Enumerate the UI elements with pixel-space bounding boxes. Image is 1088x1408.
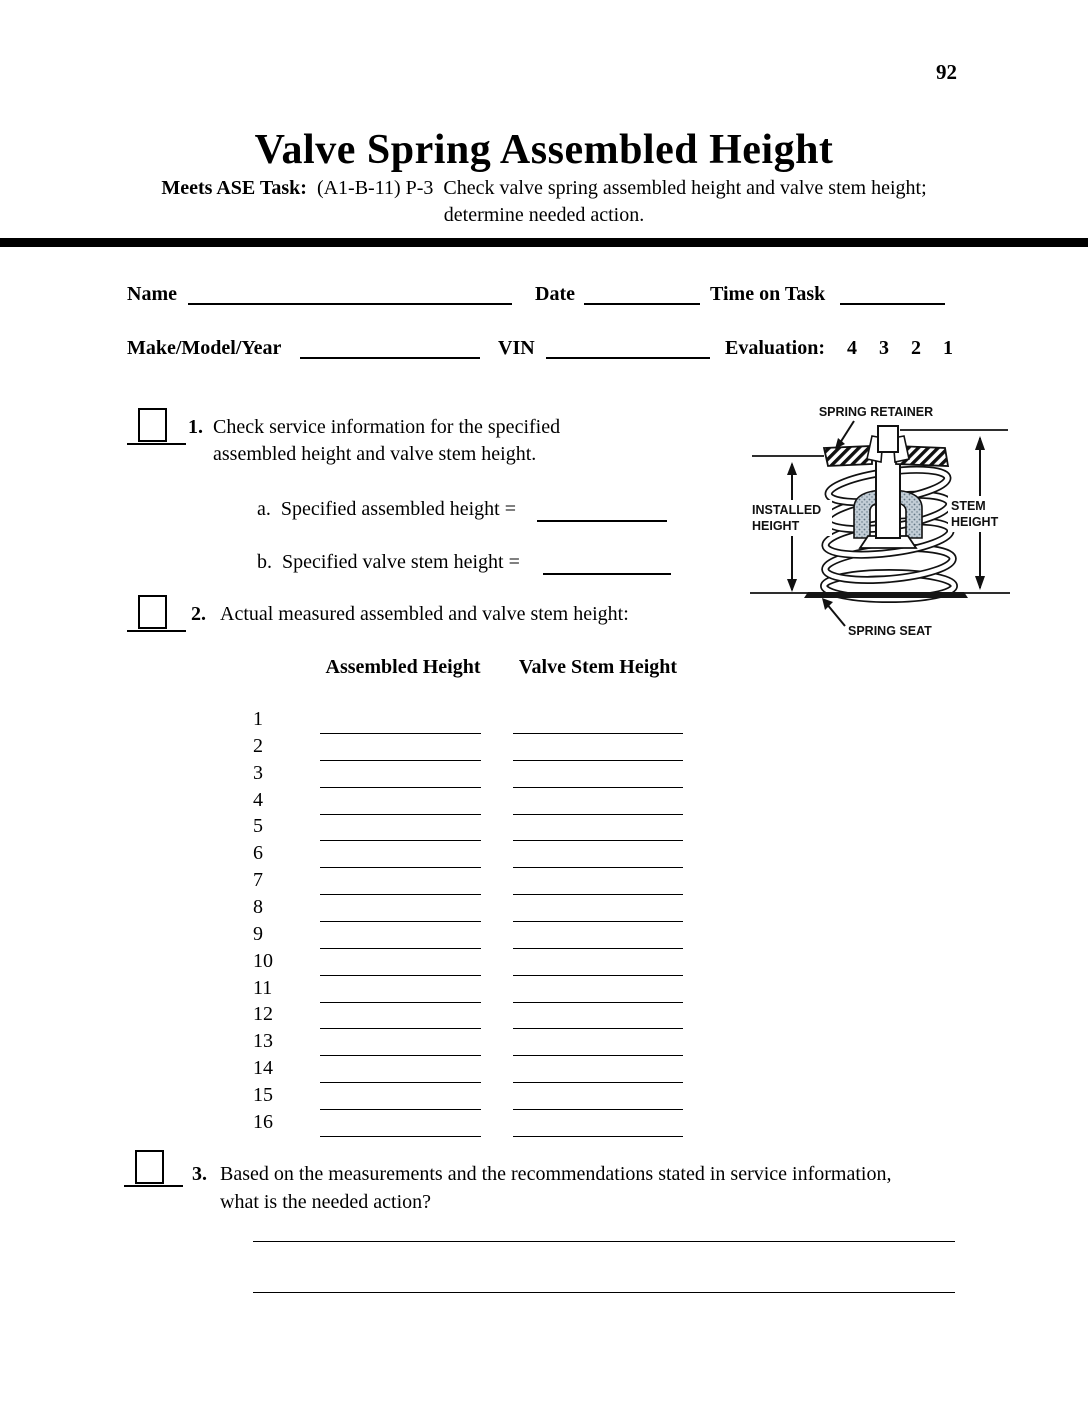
arrowhead-down-icon xyxy=(787,579,797,592)
stem-height-label-line2: HEIGHT xyxy=(951,515,999,529)
measurement-row xyxy=(0,735,1088,762)
assembled-height-blank[interactable] xyxy=(320,867,481,868)
measurement-row xyxy=(0,789,1088,816)
measurement-row xyxy=(0,815,1088,842)
valve-stem-height-blank[interactable] xyxy=(513,1136,683,1137)
date-blank[interactable] xyxy=(584,303,700,305)
evaluation-value-1[interactable]: 1 xyxy=(943,337,953,359)
measurement-row xyxy=(0,896,1088,923)
row-number: 7 xyxy=(253,869,263,892)
assembled-height-blank[interactable] xyxy=(320,760,481,761)
assembled-height-blank[interactable] xyxy=(320,733,481,734)
valve-stem-height-blank[interactable] xyxy=(513,1002,683,1003)
name-blank[interactable] xyxy=(188,303,512,305)
row-number: 2 xyxy=(253,734,263,757)
task2-number: 2. xyxy=(191,603,206,625)
task3-text-line1: Based on the measurements and the recommendations stated in service information, xyxy=(220,1163,892,1185)
ase-task-text: (A1-B-11) P-3 Check valve spring assembled height and valve stem height; xyxy=(306,177,927,199)
spring-retainer-label: SPRING RETAINER xyxy=(818,405,934,419)
assembled-height-blank[interactable] xyxy=(320,1002,481,1003)
arrowhead-up-icon xyxy=(787,462,797,475)
time-on-task-label: Time on Task xyxy=(710,283,826,305)
row-number: 15 xyxy=(253,1083,273,1106)
assembled-height-blank[interactable] xyxy=(320,787,481,788)
ase-task-line2: determine needed action. xyxy=(443,204,645,226)
ase-task-label: Meets ASE Task: xyxy=(161,177,307,199)
installed-height-label-line1: INSTALLED xyxy=(752,503,822,517)
assembled-height-blank[interactable] xyxy=(320,948,481,949)
assembled-height-blank[interactable] xyxy=(320,1028,481,1029)
assembled-height-blank[interactable] xyxy=(320,1055,481,1056)
retainer-pointer xyxy=(840,421,854,443)
assembled-height-blank[interactable] xyxy=(320,814,481,815)
ase-task-line xyxy=(0,176,1088,200)
installed-height-label-line2: HEIGHT xyxy=(752,519,800,533)
row-number: 10 xyxy=(253,949,273,972)
measurement-row xyxy=(0,1030,1088,1057)
measurement-row xyxy=(0,708,1088,735)
row-number: 8 xyxy=(253,895,263,918)
row-number: 6 xyxy=(253,842,263,865)
valve-stem-height-blank[interactable] xyxy=(513,1082,683,1083)
assembled-height-blank[interactable] xyxy=(320,894,481,895)
spring-retainer-left xyxy=(824,446,872,466)
task1-checkbox[interactable] xyxy=(138,408,167,442)
task1-text-line1: Check service information for the specified xyxy=(213,416,561,438)
date-label: Date xyxy=(535,283,575,305)
measurement-row xyxy=(0,842,1088,869)
assembled-height-blank[interactable] xyxy=(320,1109,481,1110)
row-number: 16 xyxy=(253,1110,273,1133)
row-number: 13 xyxy=(253,1030,273,1053)
row-number: 5 xyxy=(253,815,263,838)
page-number: 92 xyxy=(936,60,957,84)
task3-number: 3. xyxy=(192,1163,207,1185)
vin-blank[interactable] xyxy=(546,357,710,359)
measurement-row xyxy=(0,1111,1088,1138)
task1-text-line2: assembled height and valve stem height. xyxy=(213,443,537,465)
assembled-height-blank[interactable] xyxy=(320,1136,481,1137)
valve-stem-height-blank[interactable] xyxy=(513,975,683,976)
valve-stem-height-blank[interactable] xyxy=(513,787,683,788)
assembled-height-blank[interactable] xyxy=(320,1082,481,1083)
valve-stem-height-blank[interactable] xyxy=(513,948,683,949)
arrowhead-down-icon xyxy=(975,576,985,590)
evaluation-value-2[interactable]: 2 xyxy=(911,337,921,359)
measurement-row xyxy=(0,869,1088,896)
row-number: 12 xyxy=(253,1003,273,1026)
measurement-row xyxy=(0,950,1088,977)
evaluation-value-3[interactable]: 3 xyxy=(879,337,889,359)
measurement-row xyxy=(0,762,1088,789)
make-model-year-label: Make/Model/Year xyxy=(127,337,282,359)
valve-stem-height-blank[interactable] xyxy=(513,1109,683,1110)
name-label: Name xyxy=(127,283,177,305)
specified-assembled-height-blank[interactable] xyxy=(537,520,667,522)
row-number: 14 xyxy=(253,1057,273,1080)
page-title: Valve Spring Assembled Height xyxy=(254,127,834,173)
assembled-height-blank[interactable] xyxy=(320,975,481,976)
valve-stem-height-blank[interactable] xyxy=(513,894,683,895)
task2-checkbox-line xyxy=(127,630,186,632)
valve-stem-height-blank[interactable] xyxy=(513,921,683,922)
task3-checkbox[interactable] xyxy=(135,1150,164,1184)
vin-label: VIN xyxy=(498,337,535,359)
needed-action-blank-line1[interactable] xyxy=(253,1241,955,1242)
evaluation-value-4[interactable]: 4 xyxy=(847,337,857,359)
specified-valve-stem-height-blank[interactable] xyxy=(543,573,671,575)
arrowhead-up-icon xyxy=(975,436,985,450)
time-on-task-blank[interactable] xyxy=(840,303,945,305)
assembled-height-header: Assembled Height xyxy=(325,656,481,678)
valve-stem-height-blank[interactable] xyxy=(513,840,683,841)
evaluation-scale xyxy=(847,336,975,360)
task2-checkbox[interactable] xyxy=(138,595,167,629)
valve-stem-tip xyxy=(878,426,898,452)
needed-action-blank-line2[interactable] xyxy=(253,1292,955,1293)
task1-checkbox-line xyxy=(127,443,186,445)
spring-seat xyxy=(804,592,968,598)
valve-spring-diagram xyxy=(748,398,1016,650)
task1-item-b-label: b. Specified valve stem height = xyxy=(257,551,520,573)
valve-stem-height-blank[interactable] xyxy=(513,814,683,815)
valve-stem-height-blank[interactable] xyxy=(513,1028,683,1029)
task1-item-a-label: a. Specified assembled height = xyxy=(257,498,516,520)
measurement-row xyxy=(0,923,1088,950)
stem-height-label-line1: STEM xyxy=(951,499,986,513)
measurement-row xyxy=(0,1057,1088,1084)
valve-stem-height-blank[interactable] xyxy=(513,733,683,734)
task3-text-line2: what is the needed action? xyxy=(220,1191,432,1213)
valve-stem-height-blank[interactable] xyxy=(513,1055,683,1056)
row-number: 11 xyxy=(253,976,273,999)
header-rule xyxy=(0,238,1088,247)
measurement-row xyxy=(0,1003,1088,1030)
row-number: 3 xyxy=(253,761,263,784)
row-number: 4 xyxy=(253,788,263,811)
make-model-year-blank[interactable] xyxy=(300,357,480,359)
valve-stem-height-blank[interactable] xyxy=(513,760,683,761)
task2-text: Actual measured assembled and valve stem height: xyxy=(220,603,629,625)
assembled-height-blank[interactable] xyxy=(320,840,481,841)
spring-seat-label: SPRING SEAT xyxy=(848,624,932,638)
valve-stem-height-header: Valve Stem Height xyxy=(518,656,678,678)
measurement-row xyxy=(0,977,1088,1004)
task1-number: 1. xyxy=(188,416,203,438)
assembled-height-blank[interactable] xyxy=(320,921,481,922)
row-number: 1 xyxy=(253,708,263,730)
valve-stem-height-blank[interactable] xyxy=(513,867,683,868)
measurement-row xyxy=(0,1084,1088,1111)
row-number: 9 xyxy=(253,922,263,945)
evaluation-label: Evaluation: xyxy=(725,337,826,359)
task3-checkbox-line xyxy=(124,1185,183,1187)
seat-pointer xyxy=(826,603,845,626)
